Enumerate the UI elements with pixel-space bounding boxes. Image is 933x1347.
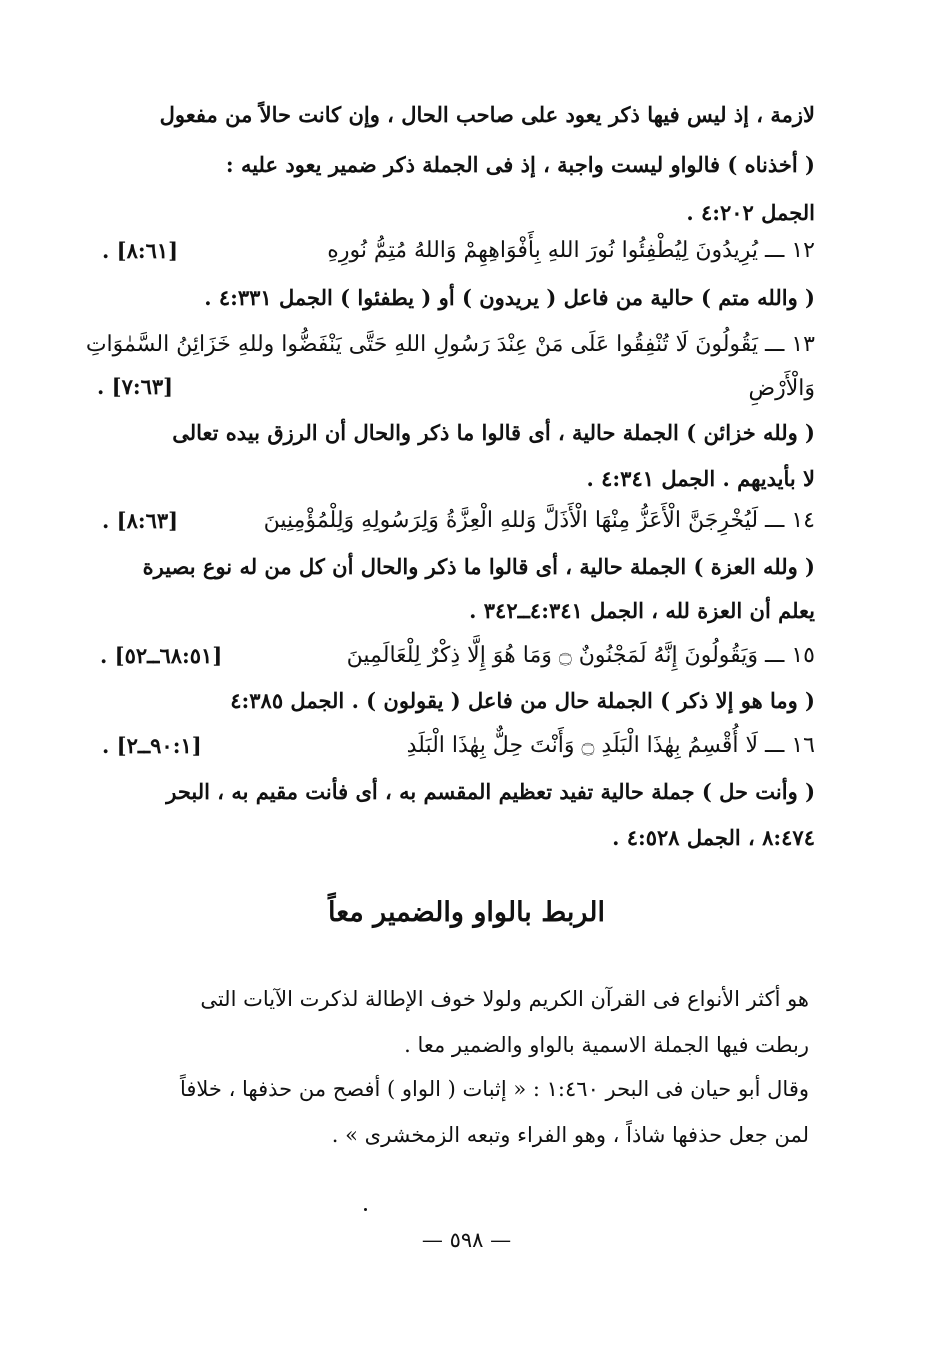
verse-14-ref: [٨:٦٣] . <box>102 508 179 533</box>
paragraph-line-1: هو أكثر الأنواع فى القرآن الكريم ولولا خوف الإطالة لذكرت الآيات التى <box>200 987 809 1011</box>
text-line-3: الجمل ٤:٢٠٢ . <box>686 200 815 225</box>
text-line-12: يعلم أن العزة لله ، الجمل ٤:٣٤١ــ٣٤٢ . <box>469 598 815 623</box>
verse-13-ref: [٧:٦٣] . <box>97 374 174 399</box>
verse-16: ١٦ ـــ لَا أُقْسِمُ بِهٰذَا الْبَلَدِ ۝ وَأَنْتَ حِلٌّ بِهٰذَا الْبَلَدِ <box>406 733 815 758</box>
paragraph-line-2: ربطت فيها الجملة الاسمية بالواو والضمير معا . <box>404 1033 809 1057</box>
paragraph-line-3: وقال أبو حيان فى البحر ١:٤٦٠ : « إثبات ( الواو ) أفصح من حذفها ، خلافاً <box>179 1077 809 1101</box>
verse-13-cont: وَالْأَرْضِ <box>748 376 815 401</box>
verse-12: ١٢ ـــ يُرِيدُونَ لِيُطْفِئُوا نُورَ اللهِ بِأَفْوَاهِهِمْ وَاللهُ مُتِمُّ نُورِهِ <box>327 238 815 263</box>
text-line-16: ( وأنت حل ) جملة حالية تفيد تعظيم المقسم به ، أى فأنت مقيم به ، البحر <box>166 779 815 804</box>
verse-15: ١٥ ـــ وَيَقُولُونَ إِنَّهُ لَمَجْنُونٌ ۝ وَمَا هُوَ إِلَّا ذِكْرٌ لِلْعَالَمِينَ <box>346 643 815 668</box>
verse-16-ref: [٩٠:١ــ٢] . <box>102 733 202 758</box>
text-line-14: ( وما هو إلا ذكر ) الجملة حال من فاعل ( يقولون ) . الجمل ٤:٣٨٥ <box>230 688 815 713</box>
page-mark <box>364 1208 367 1211</box>
verse-14: ١٤ ـــ لَيُخْرِجَنَّ الْأَعَزُّ مِنْهَا الْأَذَلَّ وَللهِ الْعِزَّةُ وَلِرَسُولِهِ وَلِلْمُؤْمِنِينَ <box>263 508 815 533</box>
text-line-5: ( والله متم ) حالية من فاعل ( يريدون ) أو ( يطفئوا ) الجمل ٤:٣٣١ . <box>204 285 815 310</box>
text-line-9: لا بأيديهم . الجمل ٤:٣٤١ . <box>586 466 815 491</box>
verse-15-ref: [٦٨:٥١ــ٥٢] . <box>100 643 223 668</box>
text-line-17: ٨:٤٧٤ ، الجمل ٤:٥٢٨ . <box>612 825 815 850</box>
verse-12-ref: [٨:٦١] . <box>102 238 179 263</box>
text-line-11: ( ولله العزة ) الجملة حالية ، أى قالوا ما ذكر والحال أن كل من له نوع بصيرة <box>142 554 815 579</box>
text-line-8: ( ولله خزائن ) الجملة حالية ، أى قالوا ما ذكر والحال أن الرزق بيده تعالى <box>172 420 815 445</box>
text-line-2: ( أخذناه ) فالواو ليست واجبة ، إذ فى الجملة ذكر ضمير يعود عليه : <box>225 152 815 177</box>
page-number: — ٥٩٨ — <box>421 1228 512 1252</box>
section-heading: الربط بالواو والضمير معاً <box>328 897 605 928</box>
verse-13: ١٣ ـــ يَقُولُونَ لَا تُنْفِقُوا عَلَى مَنْ عِنْدَ رَسُولِ اللهِ حَتَّى يَنْفَضُّوا وللهِ خَزَائِنُ السَّمٰوَاتِ <box>85 332 815 357</box>
paragraph-line-4: لمن جعل حذفها شاذاً ، وهو الفراء وتبعه الزمخشرى » . <box>331 1123 809 1147</box>
text-line-1: لازمة ، إذ ليس فيها ذكر يعود على صاحب الحال ، وإن كانت حالاً من مفعول <box>159 102 815 127</box>
